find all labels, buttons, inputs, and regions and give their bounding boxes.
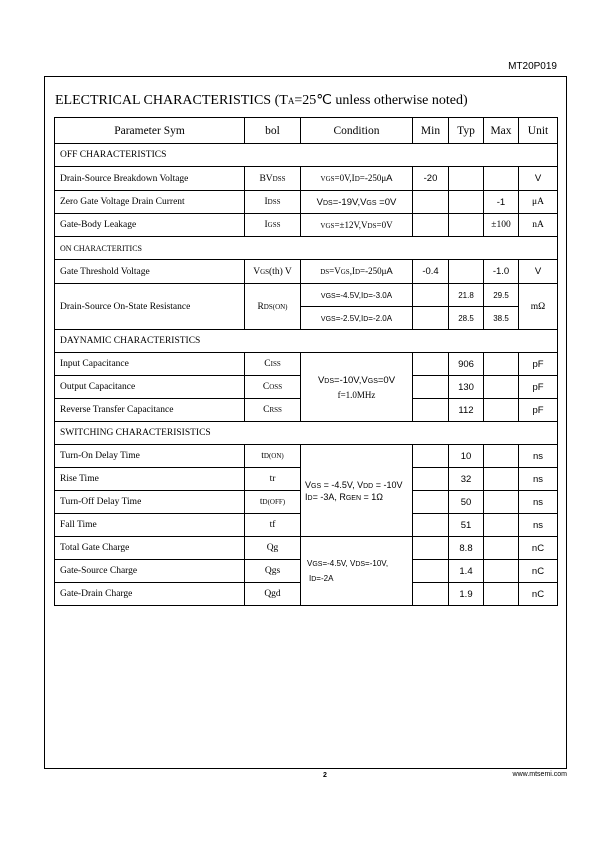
- typ-value: [449, 260, 484, 284]
- unit: nC: [519, 583, 558, 606]
- max-value: [484, 167, 519, 191]
- param-name: Gate-Source Charge: [55, 560, 245, 583]
- min-value: [413, 353, 449, 376]
- symbol: tf: [245, 514, 301, 537]
- page-number: 2: [323, 772, 327, 779]
- typ-value: 906: [449, 353, 484, 376]
- max-value: [484, 399, 519, 422]
- typ-value: 1.9: [449, 583, 484, 606]
- section-on: ON CHARACTERITICS: [55, 237, 558, 260]
- typ-value: [449, 191, 484, 214]
- condition: VGS=±12V,VDS=0V: [301, 214, 413, 237]
- min-value: -20: [413, 167, 449, 191]
- param-name: Input Capacitance: [55, 353, 245, 376]
- col-header-max: Max: [484, 118, 519, 144]
- unit: pF: [519, 376, 558, 399]
- min-value: [413, 514, 449, 537]
- unit: nC: [519, 560, 558, 583]
- param-name: Reverse Transfer Capacitance: [55, 399, 245, 422]
- max-value: ±100: [484, 214, 519, 237]
- typ-value: 1.4: [449, 560, 484, 583]
- param-name: Total Gate Charge: [55, 537, 245, 560]
- section-row: [55, 330, 558, 353]
- max-value: [484, 445, 519, 468]
- col-header-typ: Typ: [449, 118, 484, 144]
- condition: VDS=-19V,VGS =0V: [301, 191, 413, 214]
- col-header-symbol: bol: [245, 118, 301, 144]
- unit: pF: [519, 353, 558, 376]
- section-row: [55, 237, 558, 260]
- symbol: BVDSS: [245, 167, 301, 191]
- table-header-row: [55, 118, 558, 144]
- condition: VGS=-4.5V, VDS=-10V, ID=-2A: [301, 537, 413, 606]
- typ-value: 51: [449, 514, 484, 537]
- part-number: MT20P019: [508, 61, 557, 72]
- unit: μA: [519, 191, 558, 214]
- table-row: [55, 284, 558, 307]
- symbol: CISS: [245, 353, 301, 376]
- unit: pF: [519, 399, 558, 422]
- symbol: Qgd: [245, 583, 301, 606]
- min-value: [413, 399, 449, 422]
- max-value: -1.0: [484, 260, 519, 284]
- condition: DS=VGS,ID=-250μA: [301, 260, 413, 284]
- param-name: Drain-Source Breakdown Voltage: [55, 167, 245, 191]
- symbol: tD(ON): [245, 445, 301, 468]
- typ-value: 21.8: [449, 284, 484, 307]
- unit: ns: [519, 445, 558, 468]
- min-value: [413, 468, 449, 491]
- typ-value: 112: [449, 399, 484, 422]
- symbol: RDS(ON): [245, 284, 301, 330]
- min-value: -0.4: [413, 260, 449, 284]
- min-value: [413, 307, 449, 330]
- max-value: [484, 514, 519, 537]
- symbol: COSS: [245, 376, 301, 399]
- unit: nA: [519, 214, 558, 237]
- typ-value: 28.5: [449, 307, 484, 330]
- section-row: [55, 422, 558, 445]
- table-row: [55, 537, 558, 560]
- typ-value: 32: [449, 468, 484, 491]
- symbol: IGSS: [245, 214, 301, 237]
- unit: mΩ: [519, 284, 558, 330]
- condition: VGS=-4.5V,ID=-3.0A: [301, 284, 413, 307]
- max-value: -1: [484, 191, 519, 214]
- section-switching: SWITCHING CHARACTERISISTICS: [55, 422, 558, 445]
- min-value: [413, 491, 449, 514]
- symbol: Qg: [245, 537, 301, 560]
- unit: V: [519, 260, 558, 284]
- max-value: [484, 376, 519, 399]
- param-name: Drain-Source On-State Resistance: [55, 284, 245, 330]
- param-name: Turn-On Delay Time: [55, 445, 245, 468]
- symbol: VGS(th) V: [245, 260, 301, 284]
- col-header-unit: Unit: [519, 118, 558, 144]
- symbol: tr: [245, 468, 301, 491]
- param-name: Rise Time: [55, 468, 245, 491]
- symbol: CRSS: [245, 399, 301, 422]
- col-header-condition: Condition: [301, 118, 413, 144]
- typ-value: 130: [449, 376, 484, 399]
- param-name: Gate-Drain Charge: [55, 583, 245, 606]
- typ-value: [449, 167, 484, 191]
- symbol: tD(OFF): [245, 491, 301, 514]
- symbol: Qgs: [245, 560, 301, 583]
- typ-value: [449, 214, 484, 237]
- min-value: [413, 191, 449, 214]
- param-name: Gate-Body Leakage: [55, 214, 245, 237]
- param-name: Fall Time: [55, 514, 245, 537]
- max-value: [484, 537, 519, 560]
- page-title: ELECTRICAL CHARACTERISTICS (TA=25℃ unless otherwise noted): [55, 93, 468, 108]
- section-off: OFF CHARACTERISTICS: [55, 144, 558, 167]
- param-name: Gate Threshold Voltage: [55, 260, 245, 284]
- table-row: [55, 191, 558, 214]
- condition: VGS=-2.5V,ID=-2.0A: [301, 307, 413, 330]
- param-name: Output Capacitance: [55, 376, 245, 399]
- unit: nC: [519, 537, 558, 560]
- max-value: [484, 560, 519, 583]
- param-name: Turn-Off Delay Time: [55, 491, 245, 514]
- section-dynamic: DAYNAMIC CHARACTERISTICS: [55, 330, 558, 353]
- unit: V: [519, 167, 558, 191]
- unit: ns: [519, 468, 558, 491]
- website-text: www.mtsemi.com: [512, 771, 567, 778]
- col-header-param: Parameter Sym: [55, 118, 245, 144]
- table-row: [55, 214, 558, 237]
- max-value: 29.5: [484, 284, 519, 307]
- min-value: [413, 560, 449, 583]
- table-row: [55, 167, 558, 191]
- min-value: [413, 214, 449, 237]
- symbol: IDSS: [245, 191, 301, 214]
- max-value: 38.5: [484, 307, 519, 330]
- param-name: Zero Gate Voltage Drain Current: [55, 191, 245, 214]
- condition: VGS = -4.5V, VDD = -10V ID= -3A, RGEN = 1Ω: [301, 445, 413, 537]
- condition: VDS=-10V,VGS=0V f=1.0MHz: [301, 353, 413, 422]
- min-value: [413, 537, 449, 560]
- typ-value: 10: [449, 445, 484, 468]
- table-row: [55, 353, 558, 376]
- min-value: [413, 284, 449, 307]
- min-value: [413, 445, 449, 468]
- typ-value: 50: [449, 491, 484, 514]
- min-value: [413, 376, 449, 399]
- unit: ns: [519, 491, 558, 514]
- max-value: [484, 468, 519, 491]
- table-row: [55, 445, 558, 468]
- min-value: [413, 583, 449, 606]
- section-row: [55, 144, 558, 167]
- condition: VGS=0V,ID=-250μA: [301, 167, 413, 191]
- table-row: [55, 260, 558, 284]
- max-value: [484, 583, 519, 606]
- typ-value: 8.8: [449, 537, 484, 560]
- col-header-min: Min: [413, 118, 449, 144]
- electrical-characteristics-table: [54, 117, 558, 606]
- max-value: [484, 491, 519, 514]
- max-value: [484, 353, 519, 376]
- unit: ns: [519, 514, 558, 537]
